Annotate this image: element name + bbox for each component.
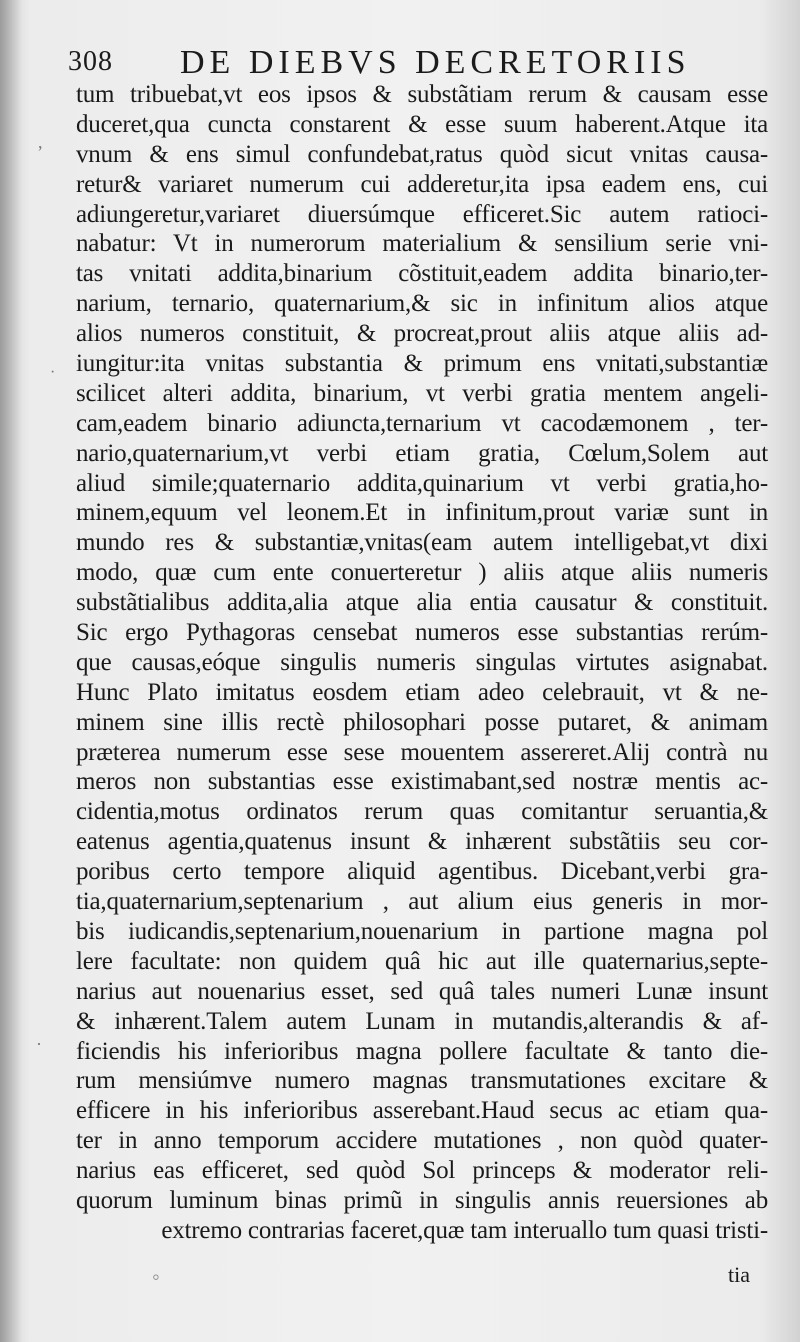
running-head: DE DIEBVS DECRETORIIS bbox=[180, 44, 691, 81]
text-line: meros non substantias esse existimabant,sed nostræ mentis ac- bbox=[76, 768, 768, 796]
text-line: efficere in his inferioribus asserebant.Haud secus ac etiam qua- bbox=[76, 1097, 768, 1125]
text-line: que causas,eóque singulis numeris singulas virtutes asignabat. bbox=[76, 648, 768, 676]
text-line: cam,eadem binario adiuncta,ternarium vt cacodæmonem , ter- bbox=[76, 409, 768, 437]
text-line: bis iudicandis,septenarium,nouenarium in partione magna pol bbox=[76, 917, 768, 945]
text-line: aliud simile;quaternario addita,quinarium vt verbi gratia,ho- bbox=[76, 469, 768, 497]
text-line: iungitur:ita vnitas substantia & primum ens vnitati,substantiæ bbox=[76, 350, 768, 378]
text-line: alios numeros constituit, & procreat,prout aliis atque aliis ad- bbox=[76, 320, 768, 348]
text-line: ficiendis his inferioribus magna pollere facultate & tanto die- bbox=[76, 1037, 768, 1065]
text-line: & inhærent.Talem autem Lunam in mutandis,alterandis & af- bbox=[76, 1007, 768, 1035]
text-line: eatenus agentia,quatenus insunt & inhærent substãtiis seu cor- bbox=[76, 828, 768, 856]
text-line: narius eas efficeret, sed quòd Sol princeps & moderator reli- bbox=[76, 1157, 768, 1185]
text-line: præterea numerum esse sese mouentem assereret.Alij contrà nu bbox=[76, 738, 768, 766]
text-line: mundo res & substantiæ,vnitas(eam autem intelligebat,vt dixi bbox=[76, 529, 768, 557]
text-line: narius aut nouenarius esset, sed quâ tales numeri Lunæ insunt bbox=[76, 977, 768, 1005]
text-line: lere facultate: non quidem quâ hic aut ille quaternarius,septe- bbox=[76, 947, 768, 975]
text-line: poribus certo tempore aliquid agentibus. Dicebant,verbi gra- bbox=[76, 858, 768, 886]
text-line: Hunc Plato imitatus eosdem etiam adeo celebrauit, vt & ne- bbox=[76, 678, 768, 706]
text-line: adiungeretur,variaret diuersúmque efficeret.Sic autem ratioci- bbox=[76, 200, 768, 228]
text-line: tia,quaternarium,septenarium , aut alium eius generis in mor- bbox=[76, 888, 768, 916]
text-line: tum tribuebat,vt eos ipsos & substãtiam rerum & causam esse bbox=[76, 81, 768, 108]
text-line: scilicet alteri addita, binarium, vt verbi gratia mentem angeli- bbox=[76, 379, 768, 407]
text-line: narium, ternario, quaternarium,& sic in infinitum alios atque bbox=[76, 290, 768, 318]
text-line: minem,equum vel leonem.Et in infinitum,prout variæ sunt in bbox=[76, 499, 768, 527]
margin-mark: · bbox=[50, 364, 56, 381]
gutter-shadow bbox=[0, 0, 22, 1342]
ink-smudge: ◦ bbox=[152, 1264, 160, 1289]
text-line: substãtialibus addita,alia atque alia entia causatur & constituit. bbox=[76, 589, 768, 617]
text-line: tas vnitati addita,binarium cõstituit,eadem addita binario,ter- bbox=[76, 260, 768, 288]
text-line: rum mensiúmve numero magnas transmutationes excitare & bbox=[76, 1067, 768, 1095]
text-line: minem sine illis rectè philosophari posse putaret, & animam bbox=[76, 708, 768, 736]
text-line: modo, quæ cum ente conuerteretur ) aliis atque aliis numeris bbox=[76, 559, 768, 587]
body-text bbox=[76, 80, 768, 1246]
text-line: retur& variaret numerum cui adderetur,ita ipsa eadem ens, cui bbox=[76, 170, 768, 198]
text-line: ter in anno temporum accidere mutationes , non quòd quater- bbox=[76, 1127, 768, 1155]
page-number: 308 bbox=[68, 46, 113, 77]
text-line: duceret,qua cuncta constarent & esse suum haberent.Atque ita bbox=[76, 110, 768, 138]
text-line: quorum luminum binas primũ in singulis annis reuersiones ab bbox=[76, 1186, 768, 1214]
catchword: tia bbox=[728, 1262, 750, 1287]
page-header bbox=[68, 40, 768, 84]
text-line: cidentia,motus ordinatos rerum quas comitantur seruantia,& bbox=[76, 798, 768, 826]
text-line: Sic ergo Pythagoras censebat numeros esse substantias rerúm- bbox=[76, 619, 768, 647]
text-line: vnum & ens simul confundebat,ratus quòd sicut vnitas causa- bbox=[76, 140, 768, 168]
text-line: nario,quaternarium,vt verbi etiam gratia, Cœlum,Solem aut bbox=[76, 439, 768, 467]
text-line: extremo contrarias faceret,quæ tam interuallo tum quasi tristi- bbox=[161, 1216, 768, 1244]
margin-mark: · bbox=[36, 1034, 42, 1054]
margin-mark: , bbox=[38, 132, 43, 152]
text-line: nabatur: Vt in numerorum materialium & sensilium serie vni- bbox=[76, 230, 768, 258]
